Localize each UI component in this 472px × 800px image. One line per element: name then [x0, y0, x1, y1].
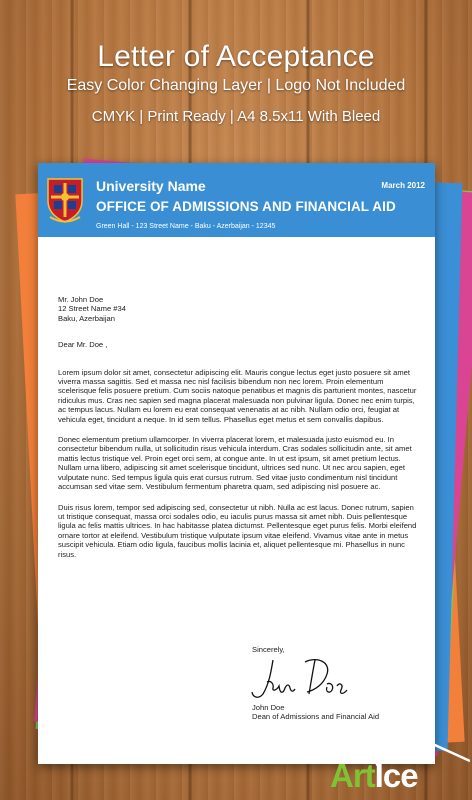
body-paragraph-2: Donec elementum pretium ullamcorper. In viverra placerat lorem, et malesuada justo euismod eu. In consectetur bibendum nulla, ut sollicitudin risus vehicula interdum. Cras sodales sollicitudin ante, sit amet mattis lectus tristique vel. Proin eget orci sem, at congue ante. In ut est ipsum, sit amet pretium lectus. Nullam urna libero, adipiscing sit amet scelerisque tincidunt, ultrices sed nunc. Ut nec arcu sapien, eget vulputate nunc. Sed tempus ligula quis erat cursus rutrum. Sed vitae justo condimentum nisl tincidunt accumsan sed vitae sem. Vestibulum fermentum pharetra quam, sed adipiscing nisl posuere ac.	[58, 435, 412, 492]
recipient-block	[58, 295, 418, 323]
watermark-art: Art	[330, 757, 375, 794]
handwritten-signature	[243, 654, 353, 700]
university-name: University Name	[96, 178, 206, 194]
watermark-ice: Ice	[374, 757, 418, 794]
office-address: Green Hall - 123 Street Name - Baku - Azerbaijan - 12345	[96, 223, 276, 230]
signer-title: Dean of Admissions and Financial Aid	[252, 712, 380, 722]
watermark-text	[330, 757, 418, 795]
signer-block	[252, 703, 379, 722]
promo-header	[0, 0, 472, 126]
letter-body	[58, 295, 418, 559]
promo-title: Letter of Acceptance	[97, 40, 375, 73]
promo-subtitle-features: Easy Color Changing Layer | Logo Not Included	[66, 77, 406, 94]
letter-date: March 2012	[381, 181, 425, 190]
recipient-street: 12 Street Name #34	[58, 304, 126, 314]
signer-name: John Doe	[252, 703, 285, 712]
office-name: OFFICE OF ADMISSIONS AND FINANCIAL AID	[96, 199, 396, 214]
watermark-logo	[330, 757, 470, 797]
recipient-city: Baku, Azerbaijan	[58, 313, 115, 323]
salutation: Dear Mr. Doe ,	[58, 340, 108, 350]
body-paragraph-1: Lorem ipsum dolor sit amet, consectetur adipiscing elit. Mauris congue lectus eget justo posuere sit amet viverra massa sagittis. Sed et massa nec nisl facilisis bibendum non nec lorem. Proin elementum scelerisque felis posuere pretium. Cum sociis natoque penatibus et magnis dis parturient montes, nascetur ridiculus mus. Cras nec sapien sed magna placerat malesuada non pulvinar ligula. Donec nec enim turpis, ac tempus lacus. Nullam eu lorem eu erat consequat venenatis at ac nibh. Nullam odio orci, feugiat at vehicula eget, tincidunt a neque. In id sem tellus. Phasellus eget metus et sem convallis dapibus.	[58, 367, 417, 424]
university-crest-icon	[46, 177, 84, 223]
promo-subtitle-specs: CMYK | Print Ready | A4 8.5x11 With Bleed	[91, 108, 381, 125]
recipient-name: Mr. John Doe	[58, 295, 104, 304]
letterhead-banner	[38, 163, 435, 237]
letter-paper	[38, 163, 435, 764]
closing-sincerely: Sincerely,	[252, 645, 285, 654]
body-paragraph-3: Duis risus lorem, tempor sed adipiscing sed, consectetur ut nibh. Nulla ac est lacus. Donec rutrum, sapien ut tristique consequat, massa orci sodales odio, eu iaculis purus massa sit amet nibh. Duis pellentesque ligula ac felis mattis ultrices. In hac habitasse platea dictumst. Pellentesque eget purus felis. Morbi eleifend ornare tortor at eleifend. Vestibulum tristique vulputate ipsum vitae eleifend. Vivamus vitae ante in metus suscipit vehicula. Etiam odio ligula, faucibus mollis lacinia et, aliquet pellentesque mi. Phasellus in nunc risus.	[58, 502, 417, 559]
